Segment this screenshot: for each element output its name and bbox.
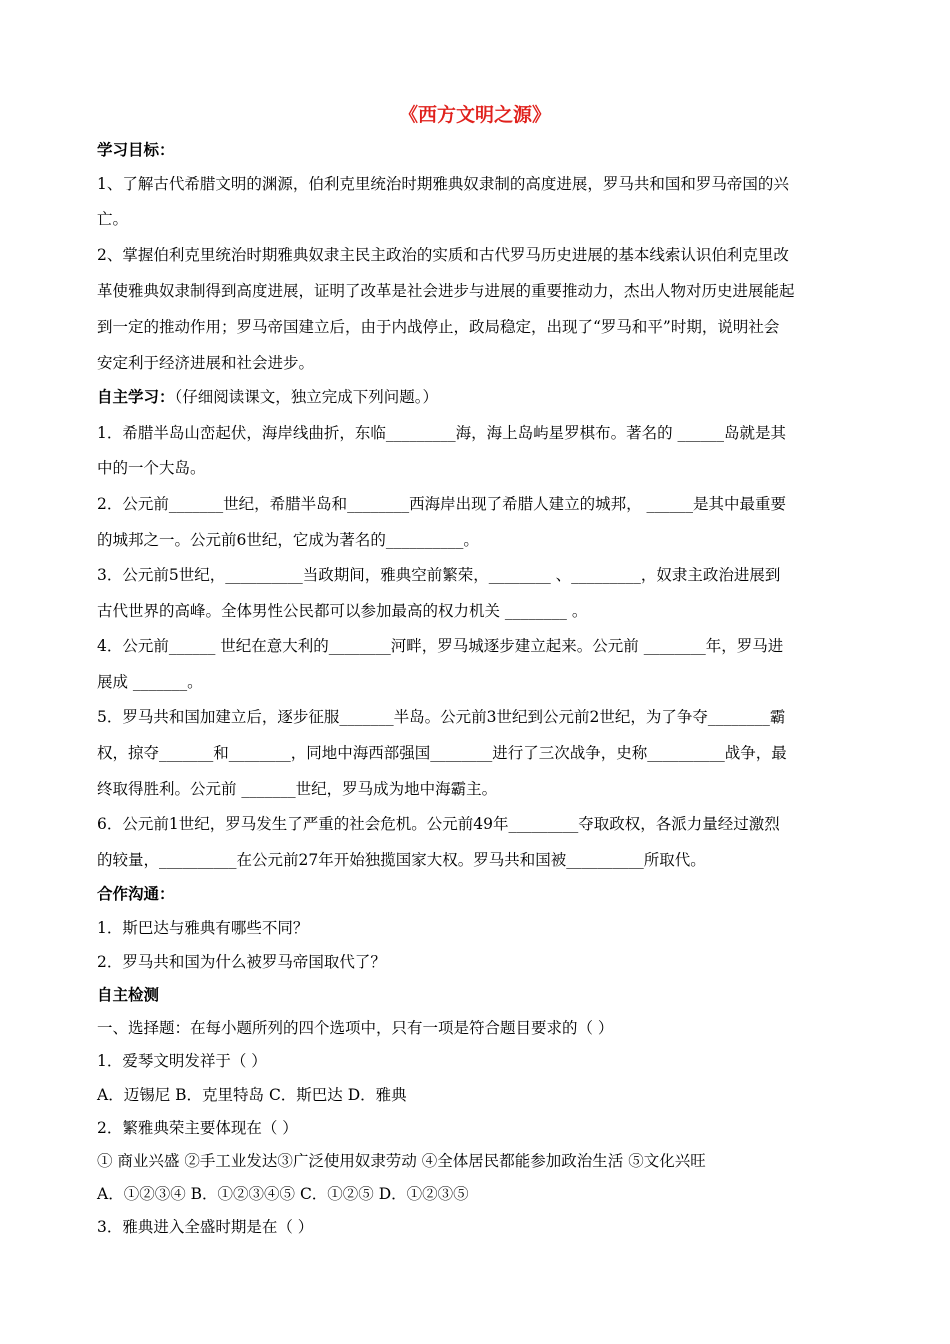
cooperate-heading: 合作沟通：: [97, 885, 175, 903]
check-line: 3．雅典进入全盛时期是在（ ）: [97, 1218, 314, 1236]
self-study-line: 展成 _______。: [97, 673, 203, 691]
check-line: 1．爱琴文明发祥于（ ）: [97, 1052, 267, 1070]
self-study-line: 1．希腊半岛山峦起伏，海岸线曲折，东临_________海，海上岛屿星罗棋布。著名的 ______岛就是其: [97, 424, 787, 442]
goals-line: 革使雅典奴隶制得到高度进展，证明了改革是社会进步与进展的重要推动力，杰出人物对历史进展能起: [97, 282, 795, 300]
check-heading: 自主检测: [97, 986, 160, 1004]
self-study-line: 的较量，__________在公元前27年开始独揽国家大权。罗马共和国被__________所取代。: [97, 851, 706, 869]
self-study-line: 权，掠夺_______和________，同地中海西部强国________进行了三次战争，史称__________战争，最: [97, 744, 787, 762]
self-study-line: 4．公元前______ 世纪在意大利的________河畔，罗马城逐步建立起来。公元前 ________年，罗马进: [97, 637, 784, 655]
goals-line: 亡。: [97, 210, 129, 228]
self-study-line: 5．罗马共和国加建立后，逐步征服_______半岛。公元前3世纪到公元前2世纪，为了争夺________霸: [97, 708, 786, 726]
goals-line: 2、掌握伯利克里统治时期雅典奴隶主民主政治的实质和古代罗马历史进展的基本线索认识伯利克里改: [97, 246, 789, 264]
cooperate-question: 1．斯巴达与雅典有哪些不同？: [97, 919, 309, 937]
check-line: ① 商业兴盛 ②手工业发达③广泛使用奴隶劳动 ④全体居民都能参加政治生活 ⑤文化兴旺: [97, 1152, 706, 1170]
self-study-heading: 自主学习：: [97, 388, 175, 406]
goals-line: 安定利于经济进展和社会进步。: [97, 354, 315, 372]
self-study-line: 2．公元前_______世纪，希腊半岛和________西海岸出现了希腊人建立的城邦， ______是其中最重要: [97, 495, 787, 513]
goals-heading: 学习目标：: [97, 141, 175, 159]
self-study-line: 中的一个大岛。: [97, 459, 206, 477]
check-line: 一、选择题：在每小题所列的四个选项中，只有一项是符合题目要求的（ ）: [97, 1019, 614, 1037]
goals-line: 1、了解古代希腊文明的渊源，伯利克里统治时期雅典奴隶制的高度进展，罗马共和国和罗马帝国的兴: [97, 175, 789, 193]
self-study-note: （仔细阅读课文，独立完成下列问题。）: [174, 388, 439, 406]
self-study-line: 终取得胜利。公元前 _______世纪，罗马成为地中海霸主。: [97, 780, 498, 798]
self-study-header: [97, 385, 857, 407]
self-study-line: 古代世界的高峰。全体男性公民都可以参加最高的权力机关 ________ 。: [97, 602, 588, 620]
check-line: 2．繁雅典荣主要体现在（ ）: [97, 1119, 298, 1137]
check-line: A．①②③④ B．①②③④⑤ C．①②⑤ D．①②③⑤: [97, 1185, 469, 1203]
self-study-line: 的城邦之一。公元前6世纪，它成为著名的__________。: [97, 531, 479, 549]
cooperate-question: 2．罗马共和国为什么被罗马帝国取代了？: [97, 953, 386, 971]
self-study-line: 6．公元前1世纪，罗马发生了严重的社会危机。公元前49年_________夺取政权，各派力量经过激烈: [97, 815, 780, 833]
document-title: 《西方文明之源》: [398, 104, 551, 126]
check-line: A．迈锡尼 B．克里特岛 C．斯巴达 D．雅典: [97, 1086, 407, 1104]
self-study-line: 3．公元前5世纪，__________当政期间，雅典空前繁荣，________ 、_________，奴隶主政治进展到: [97, 566, 781, 584]
goals-line: 到一定的推动作用；罗马帝国建立后，由于内战停止，政局稳定，出现了“罗马和平”时期，说明社会: [97, 318, 780, 336]
